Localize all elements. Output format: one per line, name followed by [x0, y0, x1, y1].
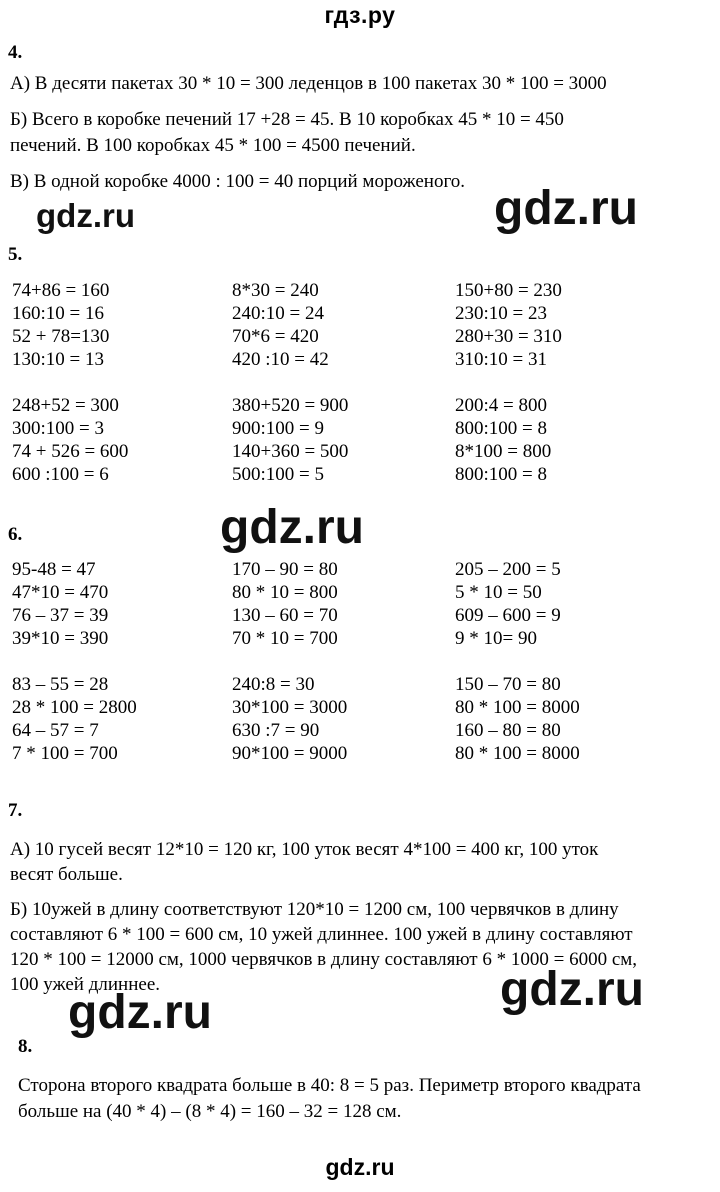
equation: 248+52 = 300	[12, 395, 119, 416]
task-6-number: 6.	[8, 524, 23, 545]
equation: 39*10 = 390	[12, 628, 109, 649]
site-title: гдз.ру	[324, 2, 396, 28]
equation: 64 – 57 = 7	[12, 720, 99, 741]
equation: 240:10 = 24	[232, 303, 324, 324]
watermark: gdz.ru	[500, 963, 644, 1016]
equation: 140+360 = 500	[232, 441, 349, 462]
equation: 170 – 90 = 80	[232, 559, 338, 580]
equation: 70 * 10 = 700	[232, 628, 338, 649]
equation: 74+86 = 160	[12, 280, 110, 301]
task-4-line: печений. В 100 коробках 45 * 100 = 4500 печений.	[10, 135, 416, 156]
equation: 76 – 37 = 39	[12, 605, 109, 626]
equation: 30*100 = 3000	[232, 697, 348, 718]
equation: 380+520 = 900	[232, 395, 349, 416]
task-8-number: 8.	[18, 1036, 33, 1057]
equation: 47*10 = 470	[12, 582, 109, 603]
watermark: gdz.ru	[494, 182, 638, 235]
equation: 310:10 = 31	[455, 349, 547, 370]
task-7-line: 120 * 100 = 12000 см, 1000 червячков в длину составляют 6 * 1000 = 6000 см,	[10, 949, 638, 970]
task-8-line: больше на (40 * 4) – (8 * 4) = 160 – 32 = 128 см.	[18, 1101, 402, 1122]
watermark: gdz.ru	[68, 986, 212, 1039]
equation: 8*100 = 800	[455, 441, 552, 462]
equation: 28 * 100 = 2800	[12, 697, 137, 718]
equation: 230:10 = 23	[455, 303, 547, 324]
equation: 8*30 = 240	[232, 280, 319, 301]
task-7-line: 100 ужей длиннее.	[10, 974, 160, 995]
task-7-line: составляют 6 * 100 = 600 см, 10 ужей длиннее. 100 ужей в длину составляют	[10, 924, 633, 945]
equation: 500:100 = 5	[232, 464, 324, 485]
equation: 74 + 526 = 600	[12, 441, 129, 462]
equation: 160 – 80 = 80	[455, 720, 561, 741]
watermark: gdz.ru	[36, 197, 135, 234]
equation: 80 * 10 = 800	[232, 582, 338, 603]
equation: 70*6 = 420	[232, 326, 319, 347]
equation: 240:8 = 30	[232, 674, 315, 695]
equation: 800:100 = 8	[455, 464, 547, 485]
equation: 800:100 = 8	[455, 418, 547, 439]
task-8-line: Сторона второго квадрата больше в 40: 8 = 5 раз. Периметр второго квадрата	[18, 1075, 641, 1096]
equation: 150 – 70 = 80	[455, 674, 561, 695]
task-5-number: 5.	[8, 244, 23, 265]
equation: 9 * 10= 90	[455, 628, 537, 649]
equation: 52 + 78=130	[12, 326, 110, 347]
equation: 5 * 10 = 50	[455, 582, 542, 603]
equation: 160:10 = 16	[12, 303, 104, 324]
equation: 150+80 = 230	[455, 280, 562, 301]
equation: 95-48 = 47	[12, 559, 96, 580]
equation: 90*100 = 9000	[232, 743, 348, 764]
equation: 205 – 200 = 5	[455, 559, 561, 580]
equation: 609 – 600 = 9	[455, 605, 561, 626]
equation: 130:10 = 13	[12, 349, 104, 370]
footer-watermark: gdz.ru	[325, 1154, 395, 1180]
equation: 200:4 = 800	[455, 395, 547, 416]
equation: 900:100 = 9	[232, 418, 324, 439]
equation: 130 – 60 = 70	[232, 605, 338, 626]
task-4-line: А) В десяти пакетах 30 * 10 = 300 леденцов в 100 пакетах 30 * 100 = 3000	[10, 73, 607, 94]
equation: 80 * 100 = 8000	[455, 697, 580, 718]
equation: 420 :10 = 42	[232, 349, 329, 370]
task-7-line: весят больше.	[10, 864, 123, 885]
task-4-number: 4.	[8, 42, 23, 63]
equation: 300:100 = 3	[12, 418, 104, 439]
equation: 80 * 100 = 8000	[455, 743, 580, 764]
task-4-line: В) В одной коробке 4000 : 100 = 40 порций мороженого.	[10, 171, 466, 192]
watermark: gdz.ru	[220, 501, 364, 554]
equation: 83 – 55 = 28	[12, 674, 109, 695]
task-7-number: 7.	[8, 800, 23, 821]
task-4-line: Б) Всего в коробке печений 17 +28 = 45. В 10 коробках 45 * 10 = 450	[10, 109, 564, 130]
equation: 280+30 = 310	[455, 326, 562, 347]
task-7-line: А) 10 гусей весят 12*10 = 120 кг, 100 уток весят 4*100 = 400 кг, 100 уток	[10, 839, 599, 860]
equation: 7 * 100 = 700	[12, 743, 118, 764]
task-7-line: Б) 10ужей в длину соответствуют 120*10 = 1200 см, 100 червячков в длину	[10, 899, 619, 920]
equation: 600 :100 = 6	[12, 464, 109, 485]
equation: 630 :7 = 90	[232, 720, 320, 741]
